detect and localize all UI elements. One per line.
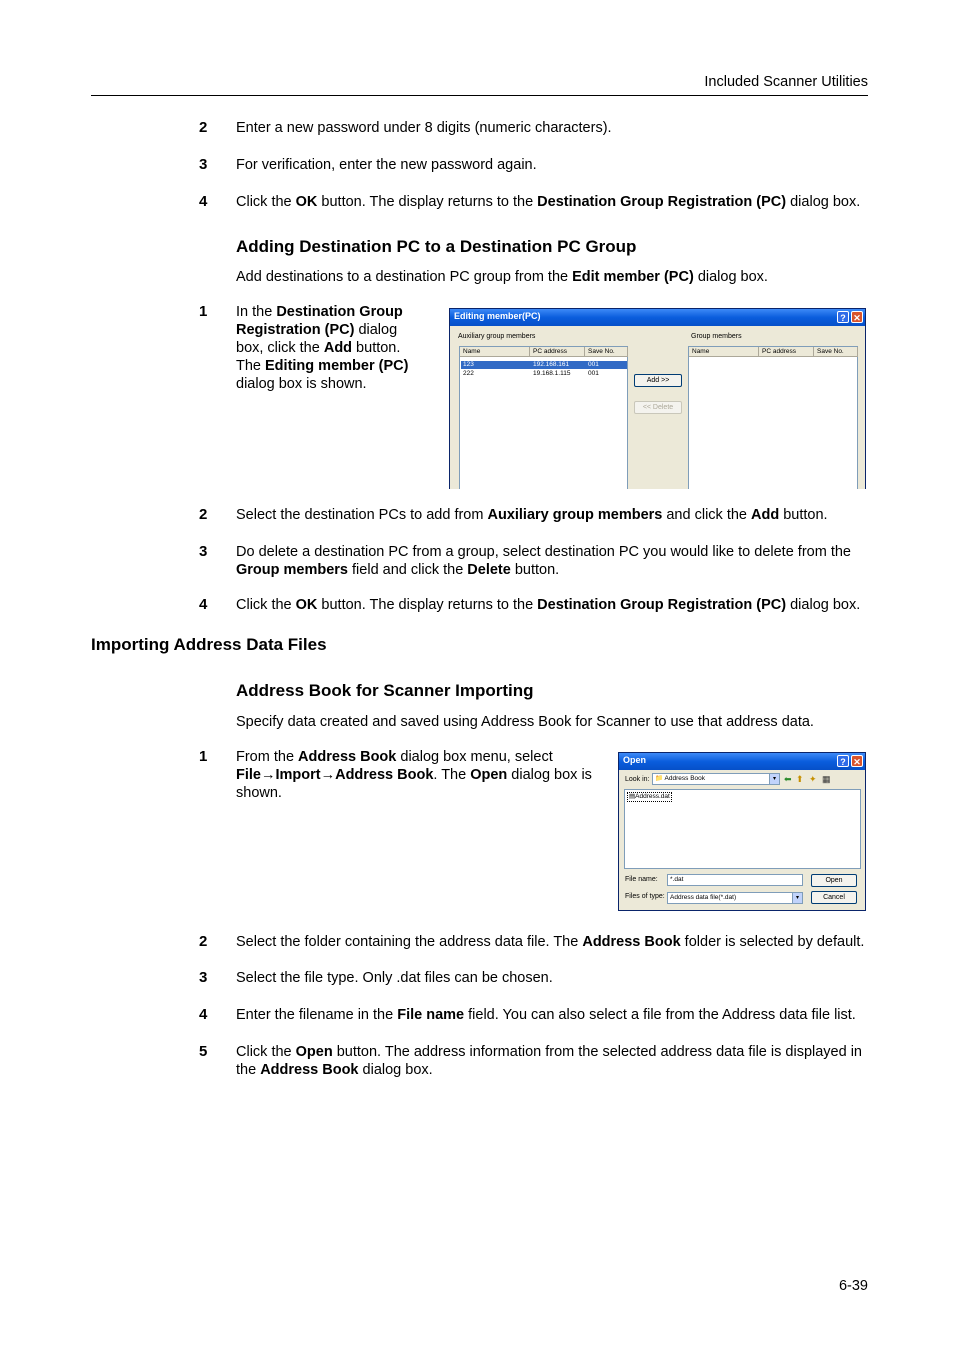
file-type-select[interactable] bbox=[667, 892, 803, 904]
column-header-save-no[interactable]: Save No. bbox=[585, 347, 628, 357]
file-type-label: Files of type: bbox=[625, 893, 665, 900]
up-folder-icon[interactable]: ⬆ bbox=[796, 774, 804, 784]
aux-members-list[interactable] bbox=[459, 346, 628, 489]
column-header-pc-address[interactable]: PC address bbox=[759, 347, 814, 357]
file-name-input[interactable]: *.dat bbox=[667, 874, 803, 886]
open-dialog bbox=[618, 752, 866, 911]
row-address[interactable]: 19.168.1.115 bbox=[533, 370, 571, 377]
step-number: 2 bbox=[199, 119, 208, 136]
section-intro: Add destinations to a destination PC group from the Edit member (PC) dialog box. bbox=[236, 269, 768, 285]
row-name[interactable]: 222 bbox=[463, 370, 474, 377]
step-number: 3 bbox=[199, 156, 208, 173]
look-in-select[interactable] bbox=[652, 773, 780, 785]
step-number: 1 bbox=[199, 303, 208, 320]
file-list[interactable] bbox=[624, 789, 861, 869]
file-type-value: Address data file(*.dat) bbox=[670, 894, 737, 901]
section-title: Adding Destination PC to a Destination PC Group bbox=[236, 237, 637, 256]
row-address[interactable]: 192.168.161 bbox=[533, 361, 570, 368]
step-text: Click the OK button. The display returns to the Destination Group Registration (PC) dialog box. bbox=[236, 597, 861, 613]
back-icon[interactable]: ⬅ bbox=[784, 774, 792, 784]
close-icon[interactable]: ✕ bbox=[851, 755, 863, 767]
step-text: Enter a new password under 8 digits (numeric characters). bbox=[236, 120, 612, 136]
column-header-name[interactable]: Name bbox=[689, 347, 759, 357]
row-save-no[interactable]: 001 bbox=[588, 361, 599, 368]
step-text: Do delete a destination PC from a group, select destination PC you would like to delete from the Group members field and click the Delete button. bbox=[236, 544, 851, 578]
view-menu-icon[interactable]: ▦ bbox=[822, 774, 831, 784]
step-text: Click the Open button. The address information from the selected address data file is displayed in the Address Book dialog box. bbox=[236, 1044, 862, 1078]
section-title: Address Book for Scanner Importing bbox=[236, 681, 534, 700]
header-rule bbox=[91, 95, 868, 96]
help-icon[interactable]: ? bbox=[837, 311, 849, 323]
dialog-title-bar bbox=[619, 753, 865, 770]
column-header-name[interactable]: Name bbox=[460, 347, 530, 357]
dialog-title-bar bbox=[450, 309, 865, 326]
help-icon[interactable]: ? bbox=[837, 755, 849, 767]
page-number: 6-39 bbox=[838, 1278, 868, 1294]
row-save-no[interactable]: 001 bbox=[588, 370, 599, 377]
delete-button[interactable]: << Delete bbox=[634, 401, 682, 414]
new-folder-icon[interactable]: ✦ bbox=[809, 774, 817, 784]
step-number: 2 bbox=[199, 933, 208, 950]
step-number: 4 bbox=[199, 596, 208, 613]
step-number: 5 bbox=[199, 1043, 208, 1060]
close-icon[interactable]: ✕ bbox=[851, 311, 863, 323]
file-name-label: File name: bbox=[625, 876, 658, 883]
step-number: 3 bbox=[199, 969, 208, 986]
step-text: From the Address Book dialog box menu, select File→Import→Address Book. The Open dialog box is shown. bbox=[236, 749, 592, 801]
group-members-list[interactable] bbox=[688, 346, 858, 489]
step-number: 4 bbox=[199, 1006, 208, 1023]
section-intro: Specify data created and saved using Address Book for Scanner to use that address data. bbox=[236, 714, 814, 730]
column-header-pc-address[interactable]: PC address bbox=[530, 347, 585, 357]
step-text: Click the OK button. The display returns to the Destination Group Registration (PC) dialog box. bbox=[236, 194, 861, 210]
step-number: 2 bbox=[199, 506, 208, 523]
editing-member-dialog bbox=[449, 308, 866, 489]
group-members-label: Group members bbox=[691, 333, 742, 340]
chevron-down-icon[interactable]: ▾ bbox=[769, 774, 779, 784]
look-in-label: Look in: bbox=[625, 776, 650, 783]
section-heading: Importing Address Data Files bbox=[91, 635, 327, 654]
file-item[interactable]: ▤Address.dat bbox=[629, 793, 670, 800]
folder-icon: 📁 bbox=[655, 775, 664, 782]
step-text: Select the destination PCs to add from Auxiliary group members and click the Add button. bbox=[236, 507, 828, 523]
cancel-button[interactable]: Cancel bbox=[811, 891, 857, 904]
step-text: Enter the filename in the File name field. You can also select a file from the Address data file list. bbox=[236, 1007, 856, 1023]
step-number: 4 bbox=[199, 193, 208, 210]
file-icon: ▤ bbox=[629, 793, 636, 800]
look-in-value: Address Book bbox=[664, 775, 706, 782]
add-button[interactable]: Add >> bbox=[634, 374, 682, 387]
dialog-title: Open bbox=[623, 755, 647, 765]
running-header: Included Scanner Utilities bbox=[704, 74, 868, 90]
step-number: 1 bbox=[199, 748, 208, 765]
open-button[interactable]: Open bbox=[811, 874, 857, 887]
step-text: Select the folder containing the address data file. The Address Book folder is selected by default. bbox=[236, 934, 865, 950]
step-number: 3 bbox=[199, 543, 208, 560]
column-header-save-no[interactable]: Save No. bbox=[814, 347, 858, 357]
dialog-title: Editing member(PC) bbox=[454, 311, 541, 321]
step-text: For verification, enter the new password again. bbox=[236, 157, 537, 173]
chevron-down-icon[interactable]: ▾ bbox=[792, 893, 802, 903]
aux-members-label: Auxiliary group members bbox=[458, 333, 536, 340]
step-text: Select the file type. Only .dat files can be chosen. bbox=[236, 970, 553, 986]
step-text: In the Destination Group Registration (PC) dialog box, click the Add button. The Editing member (PC) dialog box is shown. bbox=[236, 304, 409, 392]
row-name[interactable]: 123 bbox=[463, 361, 474, 368]
